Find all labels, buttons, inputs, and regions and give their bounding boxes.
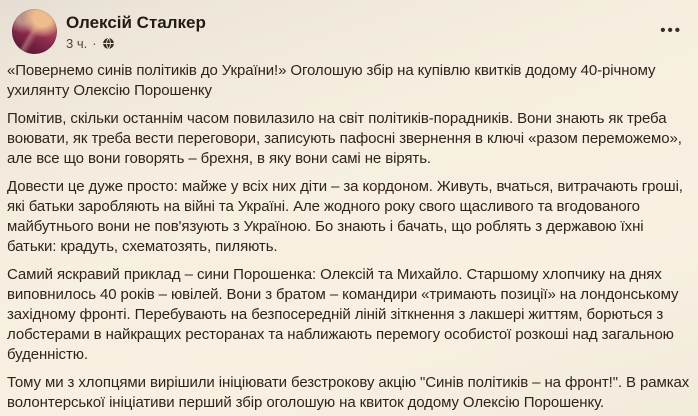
timestamp[interactable]: 3 ч. (66, 36, 88, 51)
post-paragraph: Помітив, скільки останнім часом повилазило на світ політиків-порадників. Вони знають як треба воювати, як треба вести переговори, записують пафосні звернення в ключі «разом переможемо», але все що вони говорять – брехня, в яку вони самі не вірять. (7, 110, 682, 167)
author-name[interactable]: Олексій Сталкер (66, 13, 206, 32)
post-paragraph: Довести це дуже просто: майже у всіх них діти – за кордоном. Живуть, вчаться, витрачають гроші, які батьки заробляють на війні та Україні. Але жодного року свого щасливого та вгодованого майбутнього вони не пов'язують з Україною. Бо знають і бачать, що роблять з державою їхні батьки: крадуть, схематозять, пиляють. (7, 178, 683, 255)
avatar[interactable] (12, 9, 57, 54)
globe-icon (102, 37, 115, 50)
meta-separator: · (92, 36, 97, 51)
post-meta-row (66, 36, 658, 51)
post-paragraph: Самий яскравий приклад – сини Порошенка: Олексій та Михайло. Старшому хлопчику на днях виповнилось 40 років – ювілей. Вони з братом – командири «тримають позиції» на лондонському західному фронті. Перебувають на безпосередній ліній зіткнення з лакшері життям, борються з лобстерами в найкращих ресторанах та наближають перемогу особистої розкоші над загальною буденністю. (7, 266, 679, 363)
header-meta (66, 9, 658, 51)
post-body (0, 54, 698, 413)
post-header (0, 0, 698, 54)
more-options-button[interactable]: ••• (660, 22, 682, 39)
post-paragraph: «Повернемо синів політиків до України!» Оголошую збір на купівлю квитків додому 40-річному ухилянту Олексію Порошенку (7, 62, 656, 99)
post-paragraph: Тому ми з хлопцями вирішили ініціювати безстрокову акцію "Синів політиків – на фронт!". В рамках волонтерської ініціативи перший збір оголошую на квиток додому Олексію Порошенку. (7, 374, 690, 411)
